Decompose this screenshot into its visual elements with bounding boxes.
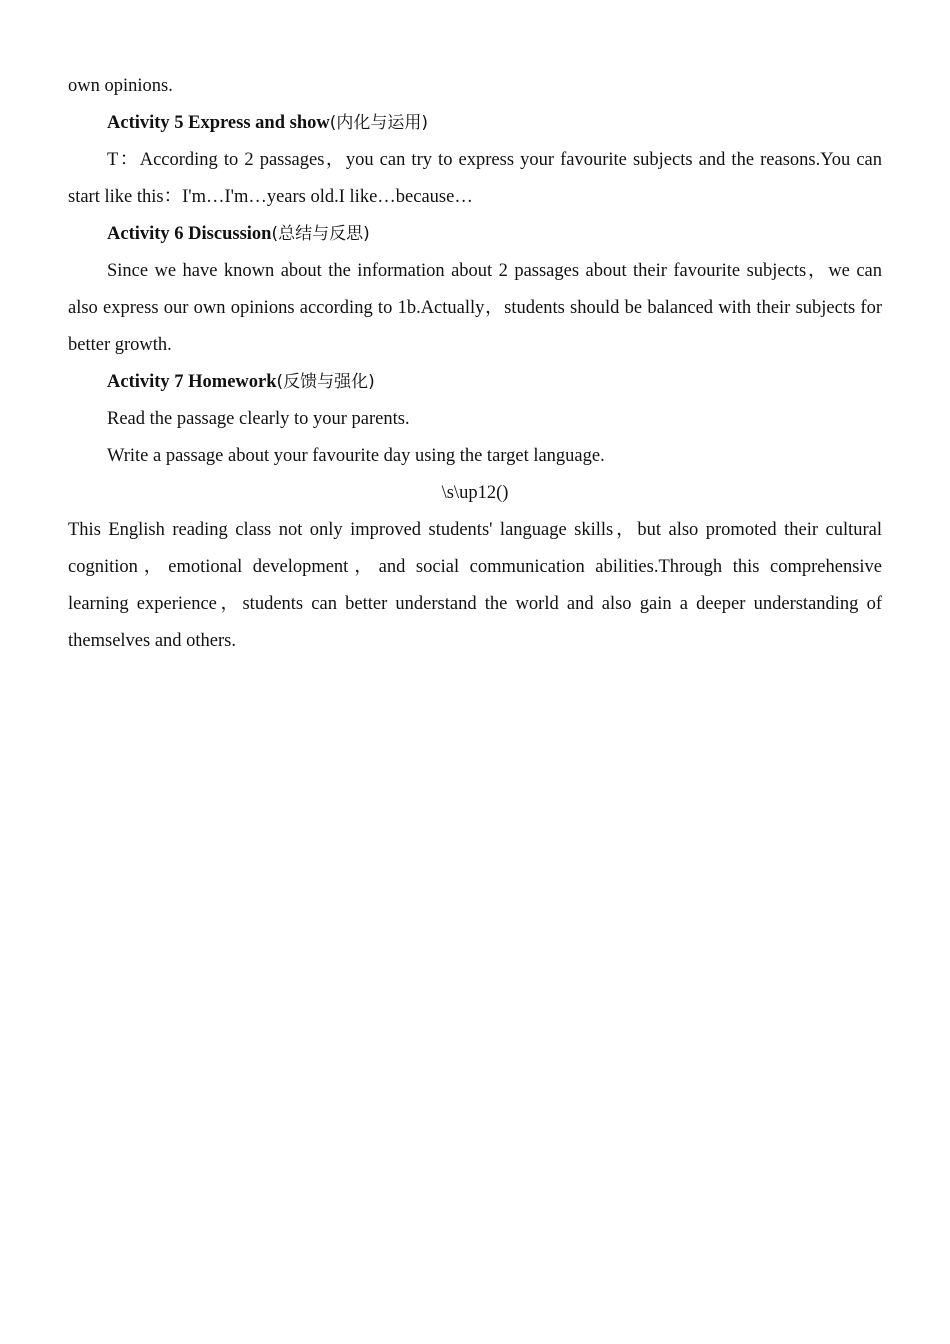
paragraph-reflection: This English reading class not only improved students' language skills，but also promoted their cultural cognition，emotional development，and social communication abilities.Through this comprehensive learning experience，students can better understand the world and also gain a deeper understanding of themselves and others.: [68, 520, 882, 651]
activity-5-note: (内化与运用): [329, 113, 428, 133]
paragraph-homework-2: Write a passage about your favourite day using the target language.: [107, 446, 605, 466]
paragraph-homework-1: Read the passage clearly to your parents.: [107, 409, 410, 429]
activity-5-heading: [68, 105, 882, 142]
document-page: [68, 68, 882, 660]
paragraph-activity-5-body: T：According to 2 passages，you can try to express your favourite subjects and the reasons.You can start like this：I'm…I'm…years old.I like…because…: [68, 150, 882, 207]
activity-6-note: (总结与反思): [271, 224, 370, 244]
activity-7-note: (反馈与强化): [276, 372, 375, 392]
activity-5-title: Activity 5 Express and show: [107, 113, 330, 133]
paragraph-activity-6-body: Since we have known about the information about 2 passages about their favourite subjects，we can also express our own opinions according to 1b.Actually，students should be balanced with their subjects for better growth.: [68, 261, 882, 355]
activity-7-heading: [68, 364, 882, 401]
activity-6-title: Activity 6 Discussion: [107, 224, 272, 244]
activity-6-heading: [68, 216, 882, 253]
activity-7-title: Activity 7 Homework: [107, 372, 277, 392]
field-code-line: \s\up12(): [441, 483, 509, 503]
paragraph-own-opinions: own opinions.: [68, 76, 173, 96]
